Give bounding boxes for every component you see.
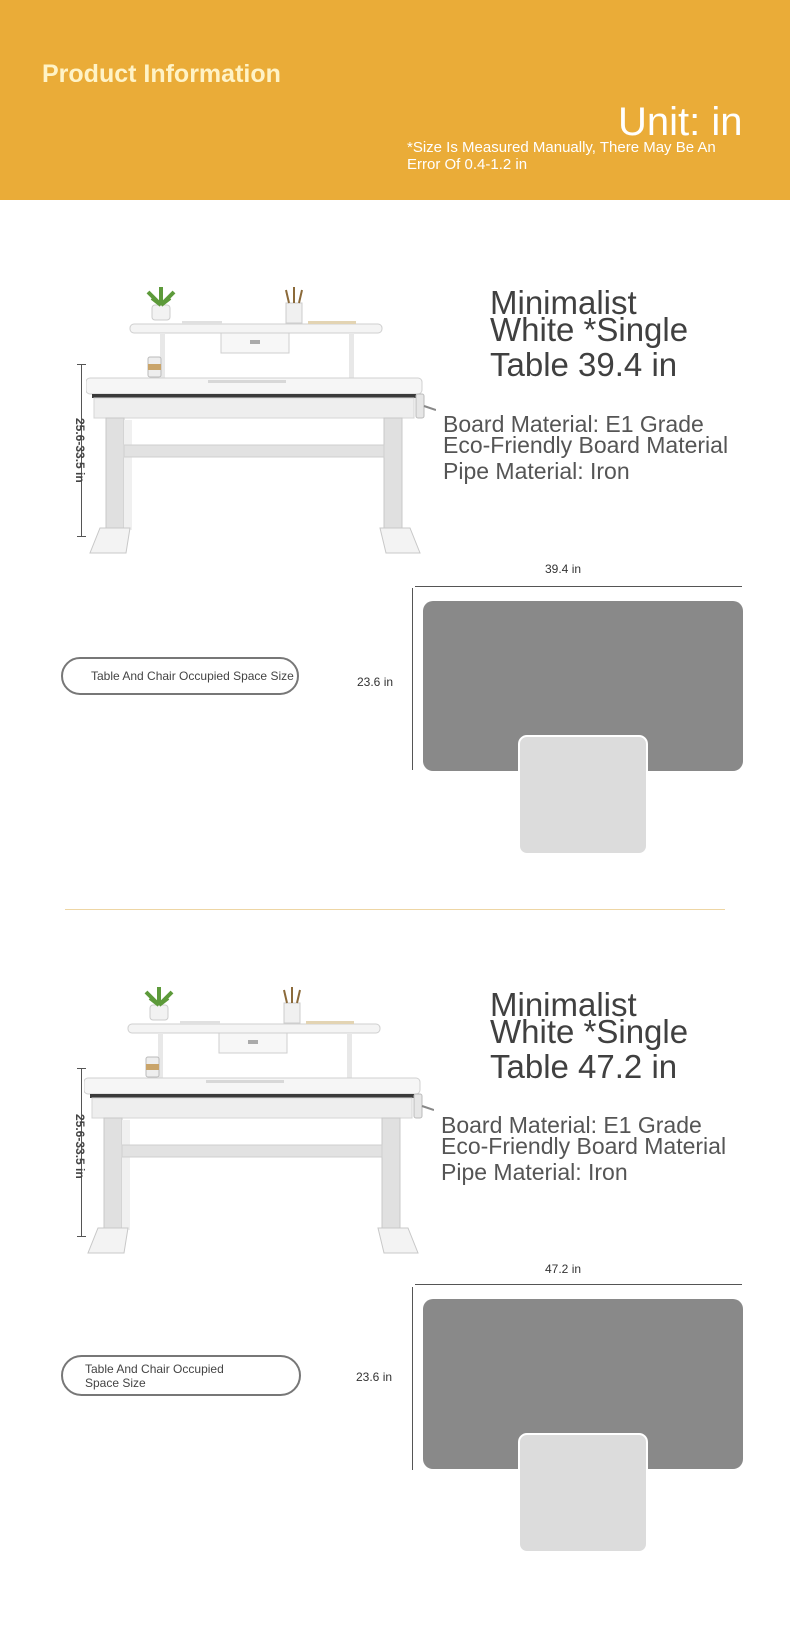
space-size-badge bbox=[61, 657, 299, 695]
product-title-line2: White *Single bbox=[490, 311, 689, 348]
product-title-line3: Table 39.4 in bbox=[490, 346, 678, 383]
height-dimension-tick-bottom bbox=[77, 1236, 86, 1237]
width-label: 39.4 in bbox=[545, 562, 582, 576]
space-size-label: Table And Chair Occupied Space Size bbox=[91, 669, 294, 683]
product-section-1 bbox=[0, 250, 790, 950]
measurement-note: *Size Is Measured Manually, There May Be An Error Of 0.4-1.2 in bbox=[407, 139, 716, 173]
spec-board-material-detail: Eco-Friendly Board Material bbox=[441, 1133, 727, 1159]
height-dimension-tick-top bbox=[77, 364, 86, 365]
height-label: 25.6-33.5 in bbox=[73, 418, 87, 483]
spec-board-material: Board Material: E1 Grade bbox=[443, 411, 704, 437]
height-label: 25.6-33.5 in bbox=[73, 1114, 87, 1179]
width-dimension-line bbox=[415, 586, 742, 587]
space-size-label: Table And Chair Occupied Space Size bbox=[85, 1361, 224, 1390]
depth-dimension-line bbox=[412, 1287, 413, 1470]
product-title-line1: Minimalist bbox=[490, 986, 637, 1023]
product-title-line3: Table 47.2 in bbox=[490, 1048, 678, 1085]
unit-label: Unit: in bbox=[618, 100, 743, 144]
depth-label: 23.6 in bbox=[356, 1370, 393, 1384]
spec-pipe-material: Pipe Material: Iron bbox=[441, 1159, 628, 1185]
spec-board-material-detail: Eco-Friendly Board Material bbox=[443, 432, 729, 458]
spec-pipe-material: Pipe Material: Iron bbox=[443, 458, 630, 484]
product-title-line1: Minimalist bbox=[490, 284, 637, 321]
page-title: Product Information bbox=[42, 60, 281, 88]
section-divider bbox=[65, 909, 725, 910]
space-size-badge bbox=[61, 1355, 301, 1396]
product-section-2 bbox=[0, 950, 790, 1650]
depth-dimension-line bbox=[412, 588, 413, 770]
spec-board-material: Board Material: E1 Grade bbox=[441, 1112, 702, 1138]
height-dimension-tick-bottom bbox=[77, 536, 86, 537]
desk-illustration bbox=[86, 270, 436, 555]
chair-footprint bbox=[518, 735, 648, 855]
header-banner bbox=[0, 0, 790, 200]
chair-footprint bbox=[518, 1433, 648, 1553]
width-dimension-line bbox=[415, 1284, 742, 1285]
desk-illustration bbox=[84, 970, 434, 1255]
product-title-line2: White *Single bbox=[490, 1013, 689, 1050]
height-dimension-tick-top bbox=[77, 1068, 86, 1069]
depth-label: 23.6 in bbox=[357, 675, 394, 689]
width-label: 47.2 in bbox=[545, 1262, 582, 1276]
